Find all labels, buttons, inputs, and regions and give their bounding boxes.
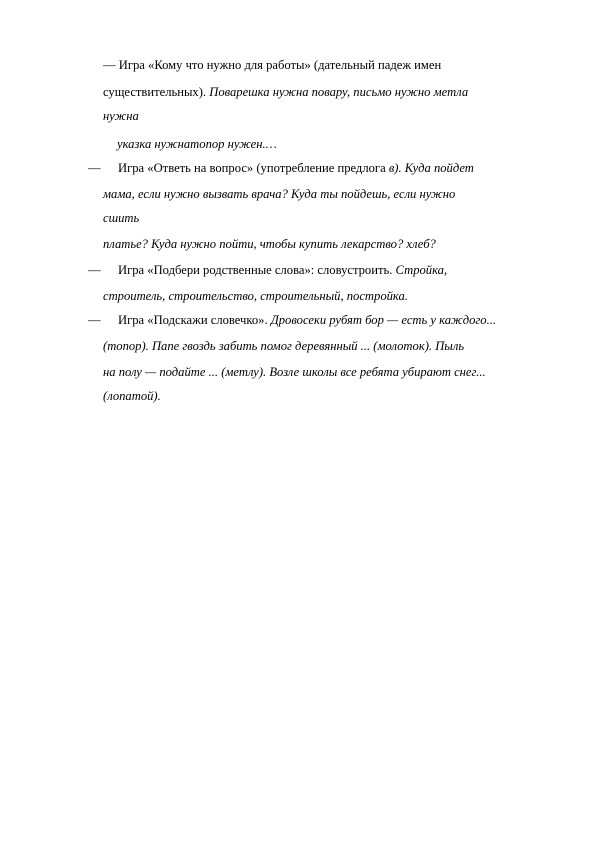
text-line-12 — [103, 338, 464, 354]
text-italic: в). Куда пойдет — [388, 161, 474, 175]
text-italic: мама, если нужно вызвать врача? Куда ты пойдешь, если нужно — [103, 187, 456, 201]
text-regular: существительных). — [103, 85, 210, 99]
text-line-5 — [88, 160, 474, 176]
text-line-13 — [103, 364, 486, 380]
text-italic: (топор). Папе гвоздь забить помог деревянный ... (молоток). Пыль — [103, 339, 465, 353]
text-regular: Игра «Ответь на вопрос» (употребление предлога — [118, 161, 389, 175]
text-italic: Стройка, — [395, 263, 448, 277]
list-dash: — — [88, 263, 101, 277]
text-line-14 — [103, 388, 161, 404]
text-italic: нужна — [103, 109, 139, 123]
list-dash: — — [88, 161, 101, 175]
text-line-9 — [88, 262, 447, 278]
text-line-4 — [117, 136, 277, 152]
text-line-3 — [103, 108, 139, 124]
text-line-10 — [103, 288, 408, 304]
text-line-8 — [103, 236, 436, 252]
text-line-2 — [103, 84, 468, 100]
text-italic: платье? Куда нужно пойти, чтобы купить лекарство? хлеб? — [103, 237, 436, 251]
text-italic: на полу — подайте ... (метлу). Возле школы все ребята убирают снег... — [103, 365, 486, 379]
text-italic: Поварешка нужна повару, письмо нужно метла — [209, 85, 469, 99]
text-regular: Игра «Подскажи словечко». — [118, 313, 271, 327]
list-dash: — — [88, 313, 101, 327]
text-italic: указка нужнатопор нужен.… — [117, 137, 277, 151]
text-italic: (лопатой). — [103, 389, 161, 403]
text-italic: строитель, строительство, строительный, постройка. — [103, 289, 408, 303]
text-regular: — Игра «Кому что нужно для работы» (дательный падеж имен — [103, 58, 442, 72]
text-line-1 — [103, 57, 441, 73]
text-italic: Дровосеки рубят бор — есть у каждого... — [270, 313, 497, 327]
text-line-6 — [103, 186, 455, 202]
text-regular: Игра «Подбери родственные слова»: словустроить. — [118, 263, 396, 277]
text-line-11 — [88, 312, 496, 328]
text-italic: сшить — [103, 211, 140, 225]
text-line-7 — [103, 210, 139, 226]
